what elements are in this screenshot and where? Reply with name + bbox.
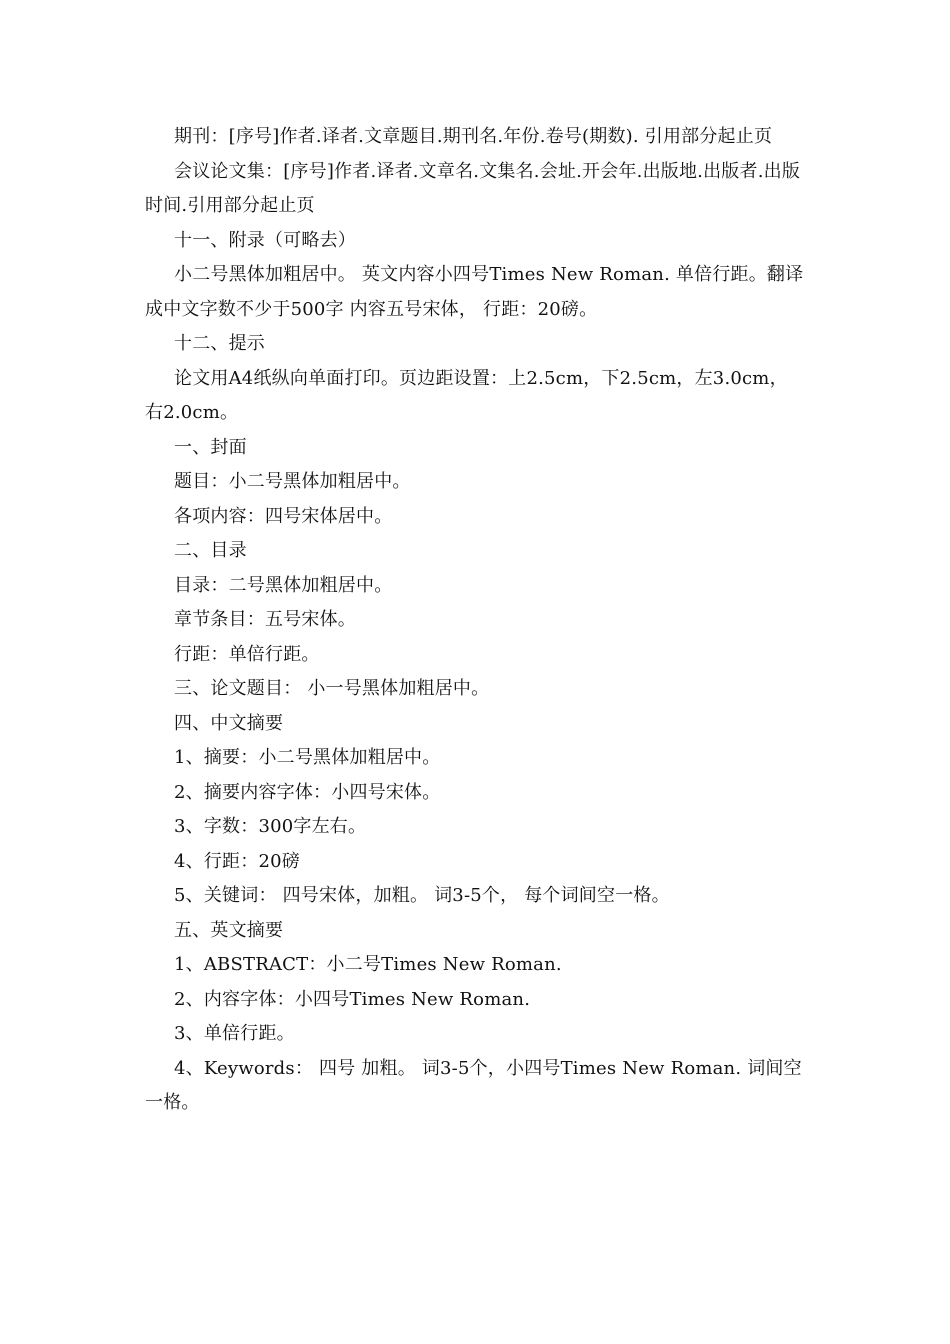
paragraph-print-margins: 论文用A4纸纵向单面打印。页边距设置：上2.5cm，下2.5cm，左3.0cm，右2.0cm。: [145, 367, 788, 423]
document-body: [145, 120, 805, 1121]
list-item-keywords-en: 4、Keywords： 四号 加粗。 词3-5个，小四号Times New Roman. 词间空一格。: [145, 1057, 802, 1113]
list-item-abstract-font: 2、摘要内容字体：小四号宋体。: [174, 781, 441, 803]
paragraph-appendix-format: 小二号黑体加粗居中。 英文内容小四号Times New Roman. 单倍行距。翻译成中文字数不少于500字 内容五号宋体， 行距：20磅。: [145, 264, 804, 320]
paragraph-journal-citation: 期刊：[序号]作者.译者.文章题目.期刊名.年份.卷号(期数). 引用部分起止页: [174, 126, 773, 147]
list-item-abstract-en-font: 2、内容字体：小四号Times New Roman.: [174, 988, 531, 1010]
list-item-keywords: 5、关键词： 四号宋体，加粗。 词3-5个， 每个词间空一格。: [174, 885, 670, 906]
heading-tips: 十二、提示: [174, 333, 265, 354]
heading-toc: 二、目录: [174, 540, 247, 561]
list-item-abstract-title: 1、摘要：小二号黑体加粗居中。: [174, 747, 441, 768]
heading-thesis-title: 三、论文题目： 小一号黑体加粗居中。: [174, 678, 490, 699]
heading-chinese-abstract: 四、中文摘要: [174, 712, 284, 734]
paragraph-cover-items: 各项内容：四号宋体居中。: [174, 505, 393, 527]
list-item-abstract-en-title: 1、ABSTRACT：小二号Times New Roman.: [174, 954, 562, 975]
heading-appendix: 十一、附录（可略去）: [174, 229, 356, 251]
list-item-line-spacing: 4、行距：20磅: [174, 850, 300, 872]
paragraph-toc-spacing: 行距：单倍行距。: [174, 643, 320, 665]
list-item-word-count: 3、字数：300字左右。: [174, 816, 367, 837]
paragraph-conference-citation: 会议论文集：[序号]作者.译者.文章名.文集名.会址.开会年.出版地.出版者.出版时间.引用部分起止页: [145, 160, 801, 216]
heading-english-abstract: 五、英文摘要: [174, 919, 284, 941]
heading-cover: 一、封面: [174, 436, 247, 458]
paragraph-toc-entries: 章节条目：五号宋体。: [174, 609, 356, 630]
paragraph-toc-title: 目录：二号黑体加粗居中。: [174, 574, 393, 596]
paragraph-cover-title: 题目：小二号黑体加粗居中。: [174, 471, 411, 492]
list-item-abstract-en-spacing: 3、单倍行距。: [174, 1023, 295, 1044]
